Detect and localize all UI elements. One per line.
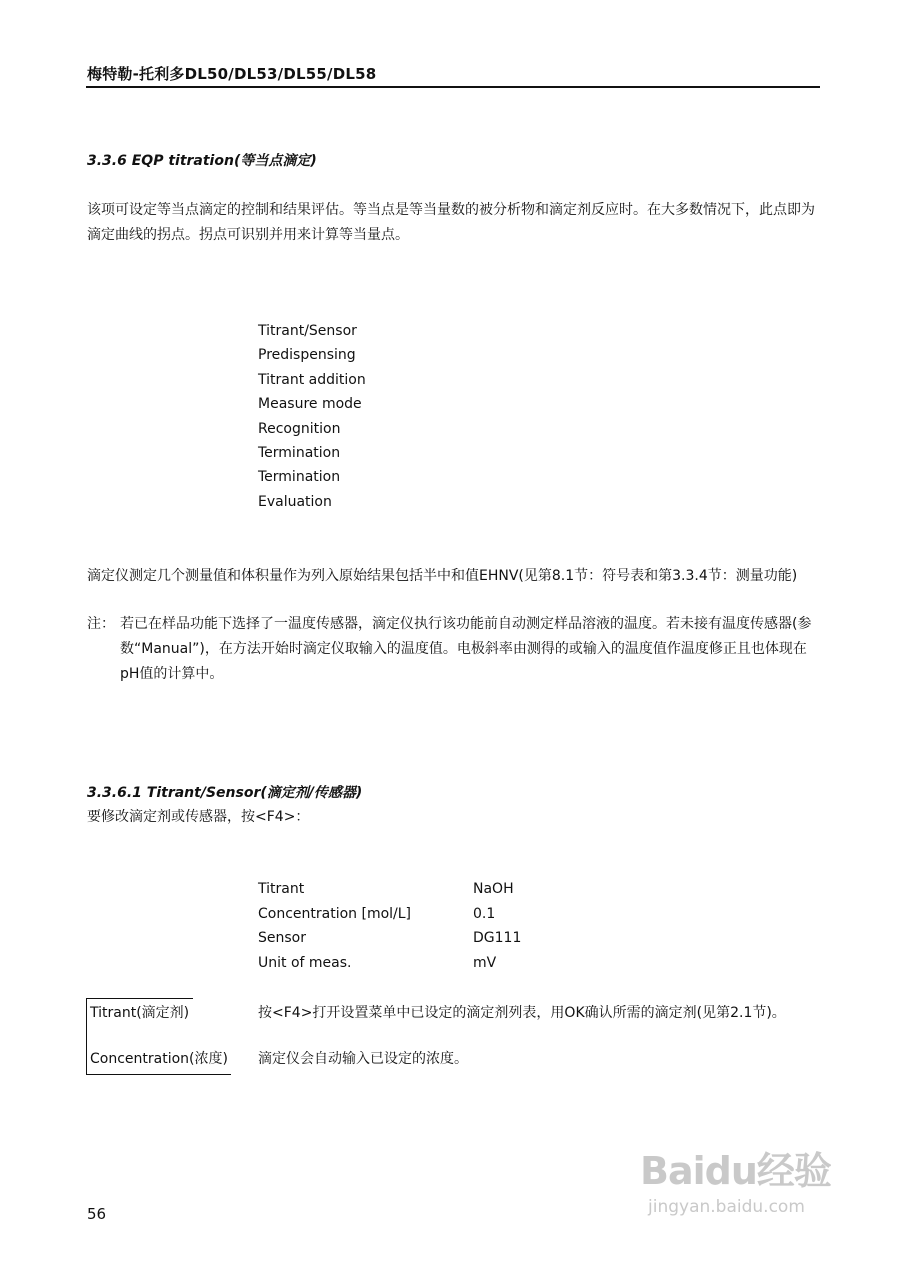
menu-item: Predispensing: [258, 347, 356, 364]
watermark-url: jingyan.baidu.com: [648, 1197, 805, 1217]
subsection-instruction: 要修改滴定剂或传感器，按<F4>：: [87, 809, 310, 825]
menu-item: Titrant addition: [258, 371, 366, 388]
note-block: [87, 612, 822, 687]
parameter-row: [258, 951, 521, 976]
menu-item: Termination: [258, 469, 341, 486]
parameter-name: Concentration [mol/L]: [258, 905, 412, 922]
definition-bracket-top: [86, 998, 193, 999]
parameter-row: [258, 926, 521, 951]
parameter-name: Unit of meas.: [258, 954, 352, 971]
page-number: 56: [87, 1205, 107, 1223]
definition-bracket: [86, 998, 87, 1074]
menu-item: Termination: [258, 445, 341, 462]
running-header: 梅特勒-托利多DL50/DL53/DL55/DL58: [87, 65, 377, 83]
menu-item: Measure mode: [258, 396, 362, 413]
definition-bracket-bottom: [86, 1074, 231, 1075]
header-divider: [86, 86, 820, 88]
parameter-value: NaOH: [473, 881, 514, 897]
parameter-value: 0.1: [473, 905, 496, 922]
parameter-row: [258, 877, 521, 902]
definition-term: Concentration(浓度): [90, 1051, 228, 1067]
watermark: [640, 1140, 850, 1240]
intro-paragraph: 该项可设定等当点滴定的控制和结果评估。等当点是等当量数的被分析物和滴定剂反应时。在大多数情况下，此点即为滴定曲线的拐点。拐点可识别并用来计算等当量点。: [87, 202, 815, 243]
raw-results-paragraph: 滴定仪测定几个测量值和体积量作为列入原始结果包括半中和值EHNV(见第8.1节：符号表和第3.3.4节：测量功能): [87, 568, 798, 584]
subsection-heading: 3.3.6.1 Titrant/Sensor(滴定剂/传感器): [87, 785, 363, 801]
parameter-value: mV: [473, 954, 497, 971]
parameter-name: Titrant: [258, 881, 305, 897]
definition-description: 按<F4>打开设置菜单中已设定的滴定剂列表，用OK确认所需的滴定剂(见第2.1节)。: [258, 1005, 786, 1021]
section-heading: 3.3.6 EQP titration(等当点滴定): [87, 153, 317, 169]
definition-term: Titrant(滴定剂): [90, 1005, 190, 1021]
parameter-row: [258, 902, 521, 927]
parameter-value: DG111: [473, 930, 522, 946]
menu-item-list: [258, 319, 366, 514]
parameter-table: [258, 877, 521, 975]
note-text: 若已在样品功能下选择了一温度传感器，滴定仪执行该功能前自动测定样品溶液的温度。若未接有温度传感器(参数“Manual”)，在方法开始时滴定仪取输入的温度值。电极斜率由测得的或输入的温度值作温度修正且也体现在pH值的计算中。: [120, 616, 812, 682]
menu-item: Recognition: [258, 420, 341, 437]
definition-description: 滴定仪会自动输入已设定的浓度。: [258, 1051, 468, 1067]
watermark-logo: Baidu经验: [640, 1149, 831, 1193]
menu-item: Titrant/Sensor: [258, 323, 357, 339]
parameter-name: Sensor: [258, 930, 306, 946]
note-label: 注：: [87, 616, 115, 632]
menu-item: Evaluation: [258, 493, 332, 510]
